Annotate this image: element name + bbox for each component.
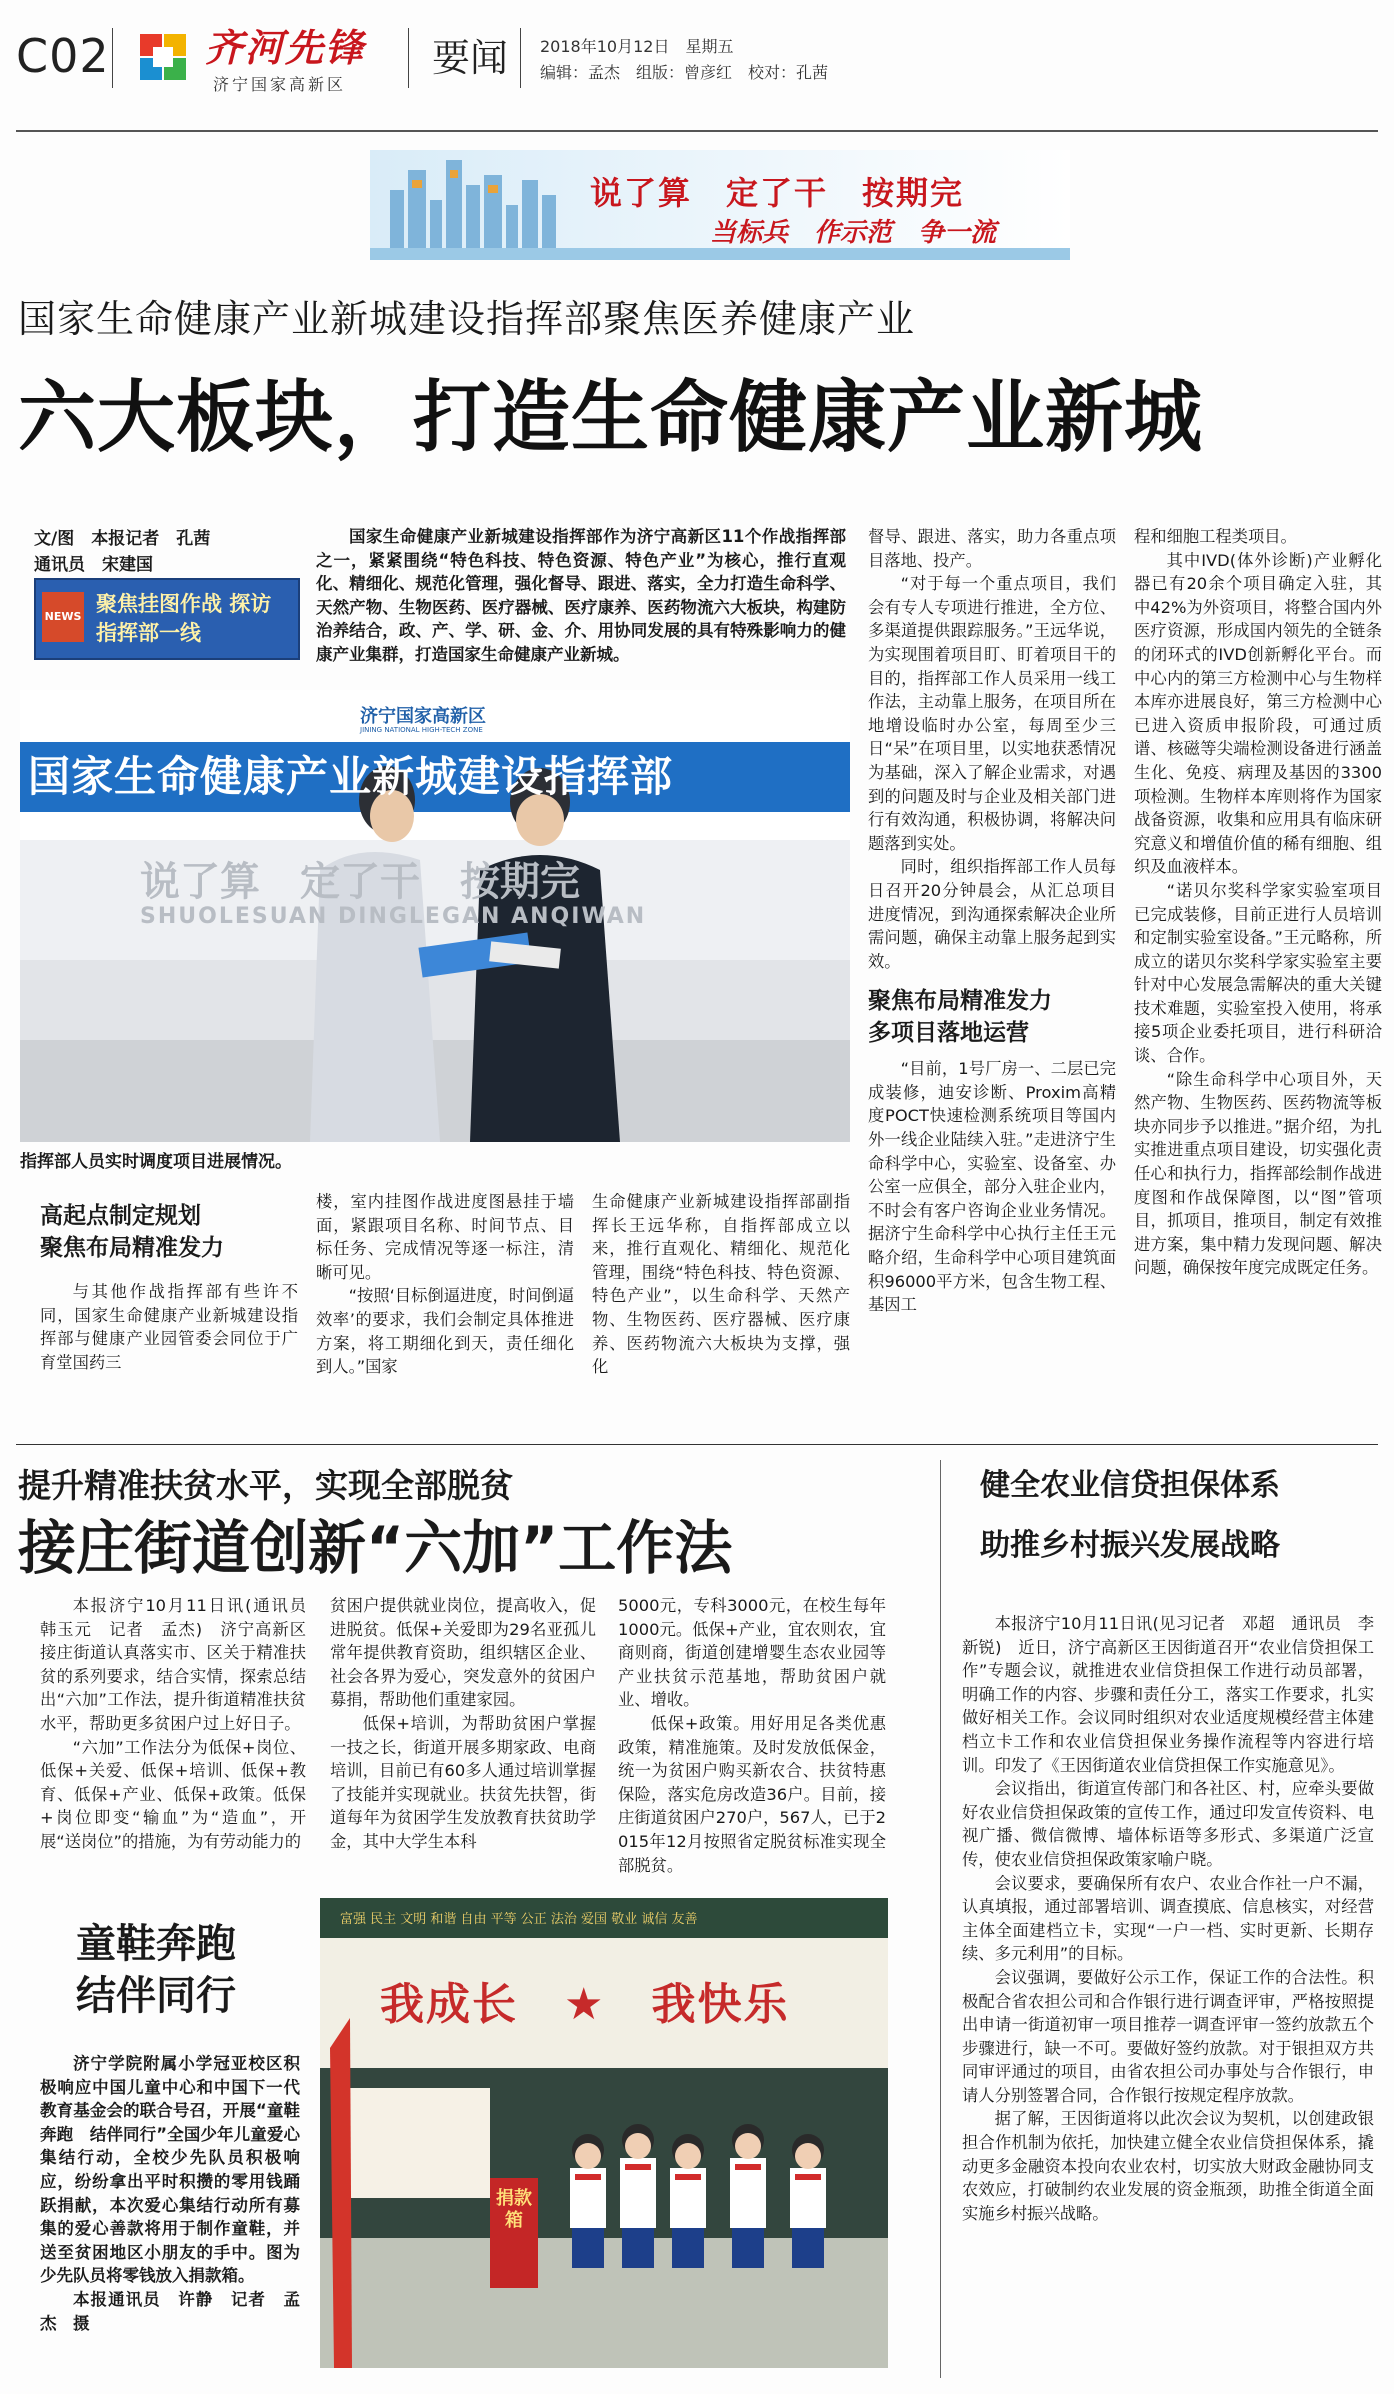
article1-col2 bbox=[316, 1190, 574, 1379]
article2-col3 bbox=[618, 1594, 886, 1877]
article1-col1 bbox=[40, 1280, 298, 1374]
paragraph: 低保+培训，为帮助贫困户掌握一技之长，街道开展多期家政、电商培训，目前已有60多人通过培训掌握了技能并实现就业。扶贫先扶智，街道每年为贫困学生发放教育扶贫助学金，其中大学生本科 bbox=[330, 1713, 596, 1851]
article1-headline: 六大板块，打造生命健康产业新城 bbox=[18, 373, 1204, 463]
article2-col2 bbox=[330, 1594, 596, 1854]
logo-icon bbox=[136, 30, 190, 84]
paragraph: 生命健康产业新城建设指挥部副指挥长王远华称，自指挥部成立以来，推行直观化、精细化、规范化管理，围绕“特色科技、特色资源、特色产业”，以生命科学、天然产物、生物医药、医疗器械、医疗康养、医药物流六大板块为支撑，强化 bbox=[592, 1192, 850, 1377]
article1-col4 bbox=[868, 525, 1116, 1317]
photo-sign-logo: 济宁国家高新区 bbox=[360, 706, 486, 727]
paragraph: “目前，1号厂房一、二层已完成装修，迪安诊断、Proxim高精度POCT快速检测系统项目等国内外一线企业陆续入驻。”走进济宁生命科学中心，实验室、设备室、办公室一应俱全，部分入驻企业内，不时会有客户咨询企业业务情况。据济宁生命科学中心执行主任王元略介绍，生命科学中心项目建筑面积96000平方米，包含生物工程、基因工 bbox=[868, 1059, 1116, 1315]
editor-credits: 编辑：孟杰 组版：曾彦红 校对：孔茜 bbox=[540, 63, 829, 82]
paragraph: 5000元，专科3000元，在校生每年1000元。低保+产业，宜农则农，宜商则商，街道创建增婴生态农业园等产业扶贫示范基地，帮助贫困户就业、增收。 bbox=[618, 1596, 886, 1710]
paragraph: 同时，组织指挥部工作人员每日召开20分钟晨会，从汇总项目进度情况，到沟通探索解决企业所需问题，确保主动靠上服务起到实效。 bbox=[868, 857, 1116, 971]
paragraph: 会议强调，要做好公示工作，保证工作的合法性。积极配合省农担公司和合作银行进行调查评审，严格按照提出申请一街道初审一项目推荐一调查评审一签约放款五个步骤进行，缺一不可。要做好签约放款。对于银担双方共同审评通过的项目，由省农担公司办事处与合作银行，申请人分别签署合同，合作银行按规定程序放款。 bbox=[962, 1967, 1374, 2105]
article1-col3 bbox=[592, 1190, 850, 1379]
paragraph: 会议指出，街道宣传部门和各社区、村，应牵头要做好农业信贷担保政策的宣传工作，通过印发宣传资料、电视广播、微信微博、墙体标语等多形式、多渠道广泛宣传，使农业信贷担保政策家喻户晓。 bbox=[962, 1779, 1374, 1869]
banner-line1: 说了算 定了干 按期完 bbox=[590, 174, 965, 212]
photo-sign-slogan: 说了算 定了干 按期完 bbox=[140, 859, 580, 905]
article1-col5 bbox=[1134, 525, 1382, 1280]
article2-kicker: 提升精准扶贫水平，实现全部脱贫 bbox=[18, 1466, 513, 1505]
paragraph: 据了解，王因街道将以此次会议为契机，以创建政银担合作机制为依托，加快建立健全农业信贷担保体系，撬动更多金融资本投向农业农村，切实放大财政金融协同支农效应，打破制约农业发展的资金瓶颈，助推全街道全面实施乡村振兴战略。 bbox=[962, 2109, 1374, 2223]
donation-box-label: 捐款箱 bbox=[496, 2188, 532, 2231]
paragraph: 低保+政策。用好用足各类优惠政策，精准施策。及时发放低保金，统一为贫困户购买新农合、扶贫特惠保险，落实危房改造36户。目前，接庄街道贫困户270户，567人，已于2015年12月按照省定脱贫标准实现全部脱贫。 bbox=[618, 1713, 886, 1875]
section-name: 要闻 bbox=[432, 36, 509, 80]
paragraph: 其中IVD(体外诊断)产业孵化器已有20余个项目确定入驻，其中42%为外资项目，将整合国内外医疗资源，形成国内领先的全链条的闭环式的IVD创新孵化平台。而中心内的第三方检测中心与生物样本库亦进展良好，第三方检测中心已进入资质申报阶段，可通过质谱、核磁等尖端检测设备进行涵盖生化、免疫、病理及基因的3300项检测。生物样本库则将作为国家战备资源，收集和应用具有临床研究意义和增值价值的稀有细胞、组织及血液样本。 bbox=[1134, 550, 1382, 877]
news-icon: NEWS bbox=[42, 592, 84, 642]
article3-body bbox=[40, 2052, 300, 2335]
paragraph: 贫困户提供就业岗位，提高收入，促进脱贫。低保+关爱即为29名亚孤儿常年提供教育资助，组织辖区企业、社会各界为爱心，突发意外的贫困户募捐，帮助他们重建家园。 bbox=[330, 1596, 596, 1710]
paragraph: “除生命科学中心项目外，天然产物、生物医药、医药物流等板块亦同步予以推进。”据介绍，为扎实推进重点项目建设，切实强化责任心和执行力，指挥部绘制作战进度图和作战保障图，以“图”管项目，抓项目，推项目，制定有效推进方案，集中精力发现问题、解决问题，确保按年度完成既定任务。 bbox=[1134, 1069, 1382, 1278]
paragraph: 督导、跟进、落实，助力各重点项目落地、投产。 bbox=[868, 527, 1116, 570]
photo-sign-title: 国家生命健康产业新城建设指挥部 bbox=[28, 752, 674, 801]
paragraph: 程和细胞工程类项目。 bbox=[1134, 527, 1297, 546]
paragraph: “六加”工作法分为低保+岗位、低保+关爱、低保+培训、低保+教育、低保+产业、低保+政策。低保+岗位即变“输血”为“造血”，开展“送岗位”的措施，为有劳动能力的 bbox=[40, 1737, 306, 1851]
section-divider bbox=[16, 1444, 1378, 1445]
article1-sub2: 聚焦布局精准发力 多项目落地运营 bbox=[868, 988, 1052, 1047]
photo-caption: 指挥部人员实时调度项目进展情况。 bbox=[20, 1152, 292, 1172]
paragraph: 本报济宁10月11日讯(通讯员 韩玉元 记者 孟杰) 济宁高新区接庄街道认真落实市、区关于精准扶贫的系列要求，结合实情，探索总结出“六加”工作法，提升街道精准扶贫水平，帮助更多贫困户过上好日子。 bbox=[40, 1596, 323, 1733]
paragraph: 楼，室内挂图作战进度图悬挂于墙面，紧跟项目名称、时间节点、目标任务、完成情况等逐一标注，清晰可见。 bbox=[316, 1192, 574, 1282]
article3-headline: 童鞋奔跑 结伴同行 bbox=[76, 1921, 236, 2019]
page-number: C02 bbox=[16, 29, 110, 83]
badge-text: 聚焦挂图作战 探访指挥部一线 bbox=[96, 592, 272, 645]
paragraph: 本报济宁10月11日讯(见习记者 邓超 通讯员 李新锐) 近日，济宁高新区王因街道召开“农业信贷担保工作”专题会议，就推进农业信贷担保工作进行动员部署，明确工作的内容、步骤和责任分工，落实工作要求，扎实做好相关工作。会议同时组织对农业适度规模经营主体建档立卡工作和农业信贷担保业务操作流程等内容进行培训。印发了《王因街道农业信贷担保工作实施意见》。 bbox=[962, 1614, 1374, 1775]
paragraph: 济宁学院附属小学冠亚校区积极响应中国儿童中心和中国下一代教育基金会的联合号召，开展“童鞋奔跑 结伴同行”全国少年儿童爱心集结行动，全校少先队员积极响应，纷纷拿出平时积攒的零用钱踊跃捐献，本次爱心集结行动所有募集的爱心善款将用于制作童鞋，并送至贫困地区小朋友的手中。图为少先队员将零钱放入捐款箱。 bbox=[40, 2054, 300, 2286]
article4-kicker: 健全农业信贷担保体系 bbox=[980, 1468, 1280, 1503]
photo-sign-pinyin: SHUOLESUAN DINGLEGAN ANQIWAN bbox=[140, 904, 647, 929]
news-badge bbox=[34, 578, 300, 660]
lead-paragraph: 国家生命健康产业新城建设指挥部作为济宁高新区11个作战指挥部之一，紧紧围绕“特色科技、特色资源、特色产业”为核心，推行直观化、精细化、规范化管理，强化督导、跟进、落实，全力打造生命科学、天然产物、生物医药、医疗器械、医疗康养、医药物流六大板块，构建防治养结合，政、产、学、研、金、介、用协同发展的具有特殊影响力的健康产业集群，打造国家生命健康产业新城。 bbox=[316, 527, 846, 664]
paragraph: 会议要求，要确保所有农户、农业合作社一户不漏，认真填报，通过部署培训、调查摸底、信息核实，对经营主体全面建档立卡，实现“一户一档、实时更新、长期存续、多元利用”的目标。 bbox=[962, 1873, 1374, 1964]
logo-subtitle: 济宁国家高新区 bbox=[213, 75, 347, 94]
issue-date: 2018年10月12日 星期五 bbox=[540, 37, 734, 56]
article1-byline: 文/图 本报记者 孔茜 bbox=[34, 529, 211, 549]
article4-body bbox=[962, 1612, 1374, 2225]
article1-byline2: 通讯员 宋建国 bbox=[34, 555, 153, 575]
article1-kicker: 国家生命健康产业新城建设指挥部聚焦医养健康产业 bbox=[18, 297, 916, 341]
banner-line2: 当标兵 作示范 争一流 bbox=[710, 218, 997, 248]
article1-photo bbox=[20, 690, 850, 1142]
photo-credit: 本报通讯员 许静 记者 孟杰 摄 bbox=[40, 2289, 300, 2333]
paragraph: 与其他作战指挥部有些许不同，国家生命健康产业新城建设指挥部与健康产业园管委会同位于广育堂国药三 bbox=[40, 1282, 298, 1372]
article4-headline: 助推乡村振兴发展战略 bbox=[980, 1528, 1280, 1563]
logo-title: 齐河先锋 bbox=[205, 25, 366, 70]
photo-banner-text: 我成长 ★ 我快乐 bbox=[380, 1979, 790, 2030]
article2-col1 bbox=[40, 1594, 323, 1854]
photo-values-text: 富强 民主 文明 和谐 自由 平等 公正 法治 爱国 敬业 诚信 友善 bbox=[340, 1912, 698, 1927]
article1-sub1: 高起点制定规划 聚焦布局精准发力 bbox=[40, 1203, 224, 1261]
article2-headline: 接庄街道创新“六加”工作法 bbox=[18, 1514, 733, 1582]
paragraph: “诺贝尔奖科学家实验室项目已完成装修，目前正进行人员培训和定制实验室设备。”王元略称，所成立的诺贝尔奖科学家实验室主要针对中心发展急需解决的重大关键技术难题，实验室投入使用，将承接5项企业委托项目，进行科研洽谈、合作。 bbox=[1134, 880, 1382, 1066]
article1-lead bbox=[316, 525, 846, 667]
paragraph: “对于每一个重点项目，我们会有专人专项进行推进，全方位、多渠道提供跟踪服务。”王远华说，为实现围着项目盯、盯着项目干的目的，指挥部工作人员采用一线工作法，主动靠上服务，在项目所在地增设临时办公室，每周至少三日“呆”在项目里，以实地获悉情况为基础，深入了解企业需求，对遇到的问题及时与企业及相关部门进行有效沟通，积极协调，将解决问题落到实处。 bbox=[868, 574, 1116, 853]
photo-sign-logo-en: JINING NATIONAL HIGH-TECH ZONE bbox=[360, 726, 483, 734]
paragraph: “按照‘目标倒逼进度，时间倒逼效率’的要求，我们会制定具体推进方案，将工期细化到天，责任细化到人。”国家 bbox=[316, 1286, 574, 1377]
article3-photo bbox=[320, 1898, 888, 2368]
